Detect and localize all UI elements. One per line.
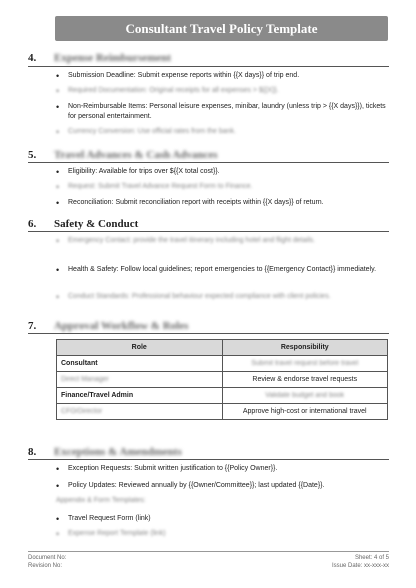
footer-document-no: Document No: <box>28 555 67 561</box>
table-cell-role: Consultant <box>57 356 223 372</box>
table-header-row <box>57 340 388 356</box>
table-cell-role: Finance/Travel Admin <box>57 388 223 404</box>
section-number: 7. <box>28 320 37 332</box>
table-row <box>57 404 388 420</box>
section-7-heading <box>28 320 188 332</box>
section-divider <box>28 459 389 460</box>
section-number: 6. <box>28 218 37 230</box>
footer-sheet: Sheet: 4 of 5 <box>354 555 389 561</box>
document-title-banner <box>55 16 388 41</box>
list-item: • Submission Deadline: Submit expense reports within {{X days}} of trip end. <box>56 71 300 81</box>
section-title: Travel Advances & Cash Advances <box>54 149 218 161</box>
list-item: • Required Documentation: Original receipts for all expenses > ${{X}}. <box>56 86 279 96</box>
list-item: • Reconciliation: Submit reconciliation report with receipts within {{X days}} of return. <box>56 198 324 208</box>
footer-issue-date: Issue Date: xx-xxx-xx <box>331 563 389 569</box>
list-item: • Currency Conversion: Use official rates from the bank. <box>56 127 236 137</box>
section-divider <box>28 231 389 232</box>
document-title: Consultant Travel Policy Template <box>125 20 318 36</box>
list-item: • Policy Updates: Reviewed annually by {{Owner/Committee}}; last updated {{Date}}. <box>56 481 325 491</box>
section-title: Safety & Conduct <box>54 218 139 230</box>
table-cell-responsibility: Submit travel request before travel <box>222 356 388 372</box>
section-divider <box>28 162 389 163</box>
section-number: 5. <box>28 149 37 161</box>
list-item: • Health & Safety: Follow local guidelines; report emergencies to {{Emergency Contact}} immediately. <box>56 265 377 275</box>
table-cell-responsibility: Validate budget and book <box>222 388 388 404</box>
table-cell-responsibility: Review & endorse travel requests <box>222 372 388 388</box>
column-header-role: Role <box>57 340 223 356</box>
section-title: Expense Reimbursement <box>54 52 172 64</box>
section-divider <box>28 66 389 67</box>
section-divider <box>28 333 389 334</box>
section-title: Exceptions & Amendments <box>54 446 182 458</box>
roles-table <box>56 339 388 420</box>
section-8-heading <box>28 446 182 458</box>
section-6-heading <box>28 218 138 230</box>
footer-divider <box>28 551 389 552</box>
list-item: • Request: Submit Travel Advance Request Form to Finance. <box>56 182 253 192</box>
section-4-heading <box>28 52 171 64</box>
list-item: • Non-Reimbursable Items: Personal leisure expenses, minibar, laundry (unless trip > {{X days}}), tickets for personal entertainment. <box>56 102 386 120</box>
column-header-responsibility: Responsibility <box>222 340 388 356</box>
footer-revision-no: Revision No: <box>28 563 63 569</box>
table-row <box>57 388 388 404</box>
table-row <box>57 372 388 388</box>
section-number: 4. <box>28 52 37 64</box>
table-cell-responsibility: Approve high-cost or international travel <box>222 404 388 420</box>
section-5-heading <box>28 149 218 161</box>
list-item: • Travel Request Form (link) <box>56 514 151 524</box>
section-title: Approval Workflow & Roles <box>54 320 189 332</box>
section-number: 8. <box>28 446 37 458</box>
list-item: • Conduct Standards: Professional behaviour expected compliance with client policies. <box>56 292 331 302</box>
list-item: • Eligibility: Available for trips over ${{X total cost}}. <box>56 167 220 177</box>
table-cell-role: CFO/Director <box>57 404 223 420</box>
list-item: Appendix & Form Templates: <box>56 497 146 504</box>
table-row <box>57 356 388 372</box>
table-cell-role: Direct Manager <box>57 372 223 388</box>
list-item: • Exception Requests: Submit written justification to {{Policy Owner}}. <box>56 464 278 474</box>
list-item: • Expense Report Template (link) <box>56 529 166 539</box>
list-item: • Emergency Contact: provide the travel itinerary including hotel and flight details. <box>56 236 316 246</box>
